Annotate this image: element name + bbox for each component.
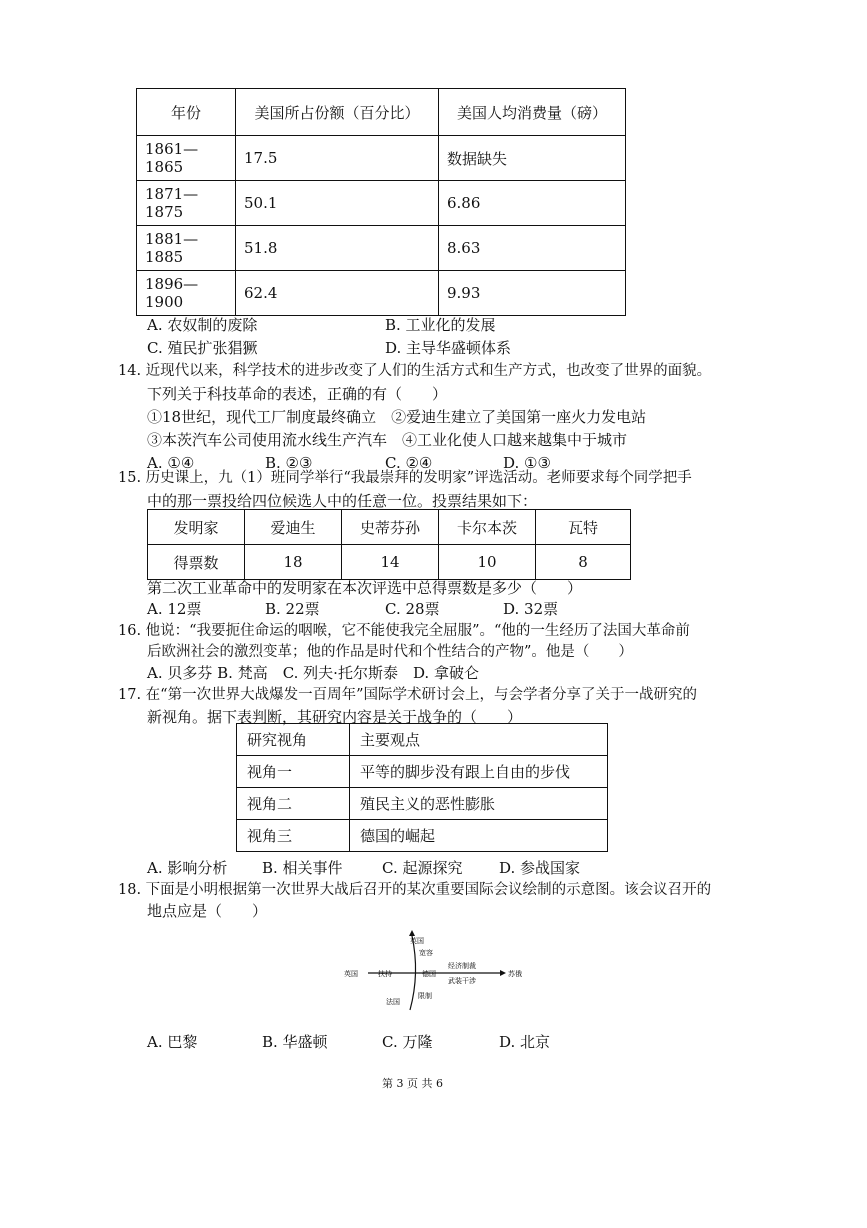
q16-stem-line1: 16. 他说：“我要扼住命运的咽喉，它不能使我完全屈服”。“他的一生经历了法国大革命前 [118,623,690,639]
table-header-row [148,510,631,545]
table-cell: 17.5 [236,136,439,181]
diagram-label-right-top: 经济制裁 [448,962,476,970]
table-header-cell: 发明家 [148,510,245,545]
table-cell: 6.86 [439,181,626,226]
q13-option-d: D. 主导华盛顿体系 [385,339,512,357]
table-cell: 1881—1885 [137,226,236,271]
table-cell: 8 [536,545,631,580]
diagram-label-bottom-left: 法国 [386,998,400,1006]
table-cell: 8.63 [439,226,626,271]
q16-options: A. 贝多芬 B. 梵高 C. 列夫·托尔斯泰 D. 拿破仑 [147,664,479,682]
table-header-cell: 瓦特 [536,510,631,545]
q18-stem-line1: 18. 下面是小明根据第一次世界大战后召开的某次重要国际会议绘制的示意图。该会议召开的 [118,882,712,898]
q13-option-a: A. 农奴制的废除 [147,316,258,334]
arrow-up-icon [409,930,415,936]
table-cell: 62.4 [236,271,439,316]
table-row [137,271,626,316]
table-cell: 51.8 [236,226,439,271]
table-header-cell: 研究视角 [237,724,350,756]
table-cell: 1861—1865 [137,136,236,181]
research-perspective-table [236,723,608,852]
sugar-share-table [136,88,626,316]
q15-stem-line1: 15. 历史课上，九（1）班同学举行“我最崇拜的发明家”评选活动。老师要求每个同学把手 [118,470,692,486]
table-cell: 50.1 [236,181,439,226]
q16-stem-line2: 后欧洲社会的激烈变革；他的作品是时代和个性结合的产物”。他是（ ） [147,644,633,660]
q15-option-a: A. 12票 [147,600,202,618]
table-row [237,820,608,852]
vote-table [147,509,631,580]
diagram-label-center: 德国 [422,970,436,978]
table-header-row [137,89,626,136]
q18-option-d: D. 北京 [499,1033,551,1051]
q15-question: 第二次工业革命中的发明家在本次评选中总得票数是多少（ ） [147,579,583,597]
table-cell: 得票数 [148,545,245,580]
q18-option-a: A. 巴黎 [147,1033,198,1051]
table-header-cell: 美国所占份额（百分比） [236,89,439,136]
diagram-label-left-mid: 扶持 [378,970,392,978]
table-row [137,226,626,271]
q17-stem-line1: 17. 在“第一次世界大战爆发一百周年”国际学术研讨会上，与会学者分享了关于一战研究的 [118,687,697,703]
q14-stem-line2: 下列关于科技革命的表述，正确的有（ ） [147,385,448,403]
diagram-label-right: 苏俄 [508,970,522,978]
table-cell: 1871—1875 [137,181,236,226]
q18-option-b: B. 华盛顿 [262,1033,328,1051]
table-header-cell: 年份 [137,89,236,136]
table-header-cell: 卡尔本茨 [439,510,536,545]
q17-option-d: D. 参战国家 [499,859,581,877]
q18-option-c: C. 万隆 [382,1033,433,1051]
table-row [137,136,626,181]
table-cell: 视角三 [237,820,350,852]
q15-option-d: D. 32票 [503,600,559,618]
page-footer: 第 3 页 共 6 [382,1077,443,1090]
table-cell: 视角二 [237,788,350,820]
table-cell: 德国的崛起 [350,820,608,852]
table-header-cell: 主要观点 [350,724,608,756]
q17-stem-line2: 新视角。据下表判断，其研究内容是关于战争的（ ） [147,708,523,726]
table-cell: 视角一 [237,756,350,788]
table-cell: 9.93 [439,271,626,316]
q13-option-b: B. 工业化的发展 [385,316,496,334]
table-row [237,756,608,788]
q14-option-a: A. ①④ [147,454,195,472]
table-row [137,181,626,226]
table-cell: 平等的脚步没有跟上自由的步伐 [350,756,608,788]
table-header-row [237,724,608,756]
table-cell: 10 [439,545,536,580]
table-cell: 14 [342,545,439,580]
q14-option-b: B. ②③ [265,454,313,472]
diagram-label-center-top2: 宽容 [419,949,433,957]
diagram-label-center-bottom: 限制 [418,992,432,1000]
q15-option-c: C. 28票 [385,600,440,618]
table-cell: 殖民主义的恶性膨胀 [350,788,608,820]
q17-option-b: B. 相关事件 [262,859,343,877]
table-header-cell: 美国人均消费量（磅） [439,89,626,136]
conference-diagram [340,930,530,1015]
table-cell: 18 [245,545,342,580]
q15-stem-line2: 中的那一票投给四位候选人中的任意一位。投票结果如下： [147,492,538,510]
q17-option-c: C. 起源探究 [382,859,463,877]
q14-statement-line1: ①18世纪，现代工厂制度最终确立 ②爱迪生建立了美国第一座火力发电站 [147,408,647,426]
arrow-right-icon [500,970,506,976]
q18-stem-line2: 地点应是（ ） [147,902,268,920]
q14-stem-line1: 14. 近现代以来，科学技术的进步改变了人们的生活方式和生产方式，也改变了世界的面貌。 [118,363,712,379]
table-header-cell: 史蒂芬孙 [342,510,439,545]
table-cell: 数据缺失 [439,136,626,181]
table-header-cell: 爱迪生 [245,510,342,545]
q14-option-d: D. ①③ [503,454,551,472]
diagram-label-left: 英国 [344,970,358,978]
diagram-label-right-bottom: 武装干涉 [448,977,476,985]
table-cell: 1896—1900 [137,271,236,316]
q17-option-a: A. 影响分析 [147,859,228,877]
q14-statement-line2: ③本茨汽车公司使用流水线生产汽车 ④工业化使人口越来越集中于城市 [147,431,628,449]
table-row [148,545,631,580]
q15-option-b: B. 22票 [265,600,320,618]
q14-option-c: C. ②④ [385,454,433,472]
table-row [237,788,608,820]
q13-option-c: C. 殖民扩张猖獗 [147,339,258,357]
diagram-label-center-top: 英国 [410,937,424,945]
